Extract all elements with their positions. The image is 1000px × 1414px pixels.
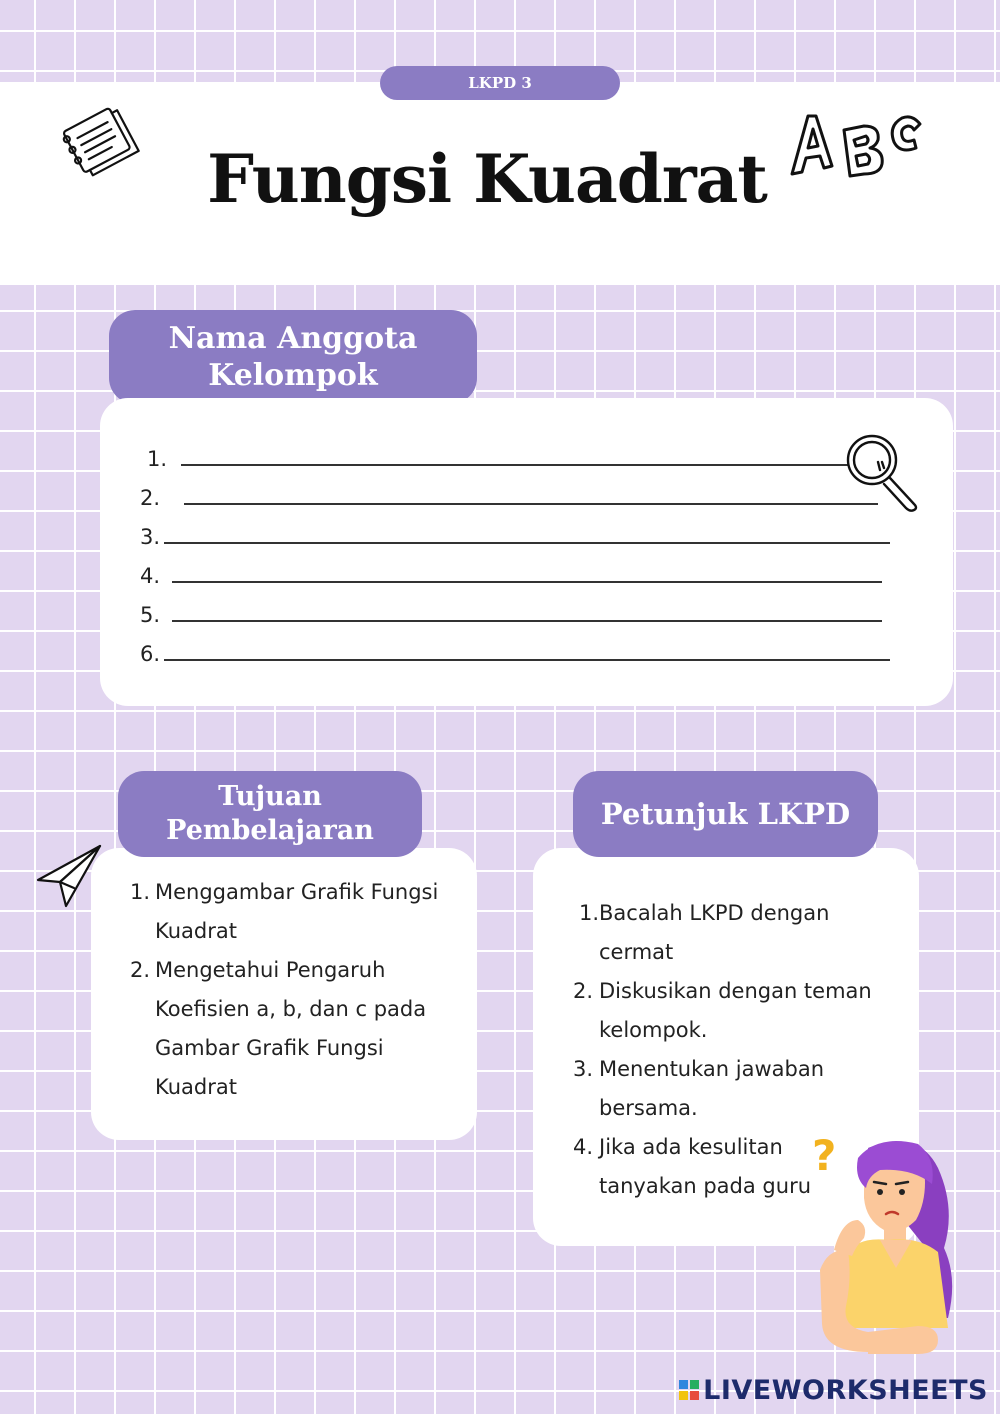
item-number: 2. (130, 958, 151, 982)
thinking-girl-illustration (808, 1128, 958, 1360)
member-row (140, 485, 878, 510)
list-item (130, 951, 440, 1107)
paper-plane-icon (34, 842, 104, 910)
page-title: Fungsi Kuadrat (207, 140, 767, 218)
item-text: Menggambar Grafik Fungsi Kuadrat (155, 880, 439, 943)
objectives-heading-line1: Tujuan (218, 781, 322, 813)
item-number: 1. (130, 880, 151, 904)
member-row (140, 524, 890, 549)
question-mark-icon: ? (812, 1131, 837, 1180)
member-row-number: 4. (140, 564, 161, 588)
member-name-blank[interactable] (181, 446, 861, 466)
list-item (573, 972, 873, 1050)
members-heading-line1: Nama Anggota (168, 320, 418, 356)
list-item (130, 873, 440, 951)
item-number: 1. (579, 901, 600, 925)
member-name-blank[interactable] (164, 641, 890, 661)
members-heading-line2: Kelompok (208, 358, 378, 393)
objectives-list (130, 873, 440, 1107)
item-number: 2. (573, 979, 594, 1003)
lkpd-badge: LKPD 3 (380, 66, 620, 100)
member-name-blank[interactable] (164, 524, 890, 544)
item-text: Bacalah LKPD dengan cermat (599, 901, 830, 964)
item-text: Mengetahui Pengaruh Koefisien a, b, dan c pada Gambar Grafik Fungsi Kuadrat (155, 958, 427, 1099)
item-text: Diskusikan dengan teman kelompok. (599, 979, 872, 1042)
item-number: 4. (573, 1135, 594, 1159)
member-row (140, 563, 882, 588)
member-row (140, 641, 890, 666)
footer-brand-text: LIVEWORKSHEETS (703, 1374, 988, 1406)
member-row-number: 6. (140, 642, 161, 666)
instructions-heading: Petunjuk LKPD (573, 771, 878, 857)
member-name-blank[interactable] (172, 602, 882, 622)
list-item (573, 1050, 873, 1128)
item-number: 3. (573, 1057, 594, 1081)
objectives-heading (118, 771, 422, 857)
members-heading (109, 310, 477, 404)
member-row-number: 5. (140, 603, 161, 627)
member-row (140, 602, 882, 627)
notebook-icon (58, 102, 142, 182)
member-row-number: 1. (147, 447, 168, 471)
member-name-blank[interactable] (184, 485, 878, 505)
objectives-heading-line2: Pembelajaran (166, 815, 374, 846)
member-row-number: 2. (140, 486, 161, 510)
member-name-blank[interactable] (172, 563, 882, 583)
item-text: Menentukan jawaban bersama. (599, 1057, 825, 1120)
list-item (573, 894, 873, 972)
item-text: Jika ada kesulitan tanyakan pada guru (599, 1135, 812, 1198)
liveworksheets-logo-icon (679, 1380, 699, 1400)
member-row (147, 446, 861, 471)
footer-brand[interactable] (679, 1372, 988, 1408)
magnifier-icon (840, 430, 924, 514)
abc-letters-icon (782, 96, 932, 186)
member-row-number: 3. (140, 525, 161, 549)
